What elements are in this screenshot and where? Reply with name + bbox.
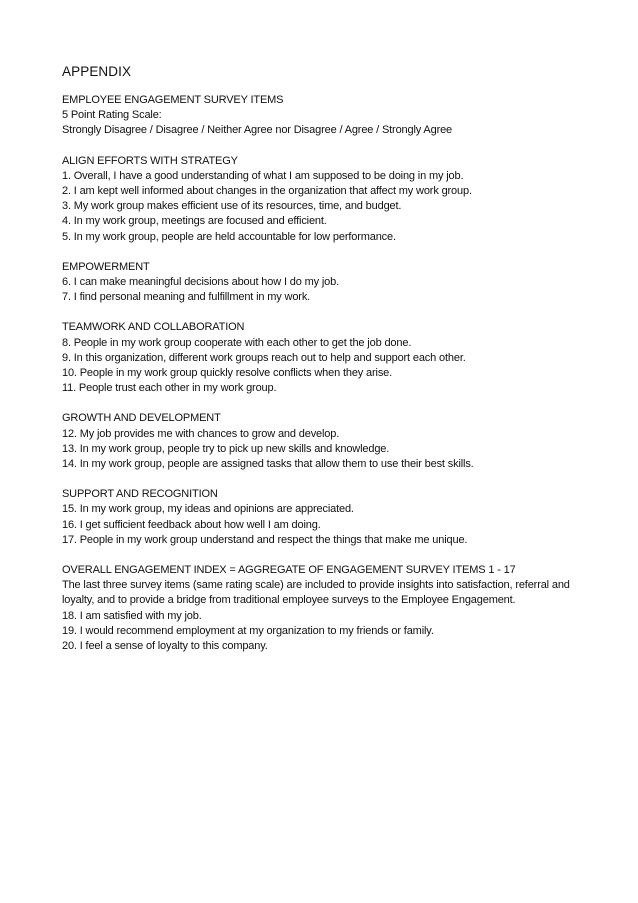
survey-item: 12. My job provides me with chances to grow and develop.: [62, 427, 340, 440]
survey-item: 19. I would recommend employment at my organization to my friends or family.: [62, 624, 434, 637]
section-heading: OVERALL ENGAGEMENT INDEX = AGGREGATE OF ENGAGEMENT SURVEY ITEMS 1 - 17: [62, 564, 516, 577]
survey-item: 4. In my work group, meetings are focused and efficient.: [62, 215, 327, 228]
survey-item: 2. I am kept well informed about changes in the organization that affect my work group.: [62, 185, 472, 198]
survey-item: 16. I get sufficient feedback about how well I am doing.: [62, 518, 321, 531]
survey-item: 1. Overall, I have a good understanding of what I am supposed to be doing in my job.: [62, 169, 464, 182]
survey-item: 13. In my work group, people try to pick up new skills and knowledge.: [62, 442, 390, 455]
section-heading: TEAMWORK AND COLLABORATION: [62, 321, 245, 334]
section-support: [62, 487, 582, 548]
survey-item: 18. I am satisfied with my job.: [62, 609, 202, 622]
section-align-efforts: [62, 154, 582, 245]
survey-item: 9. In this organization, different work groups reach out to help and support each other.: [62, 351, 466, 364]
survey-item: 7. I find personal meaning and fulfillment in my work.: [62, 291, 311, 304]
survey-item: 15. In my work group, my ideas and opinions are appreciated.: [62, 503, 354, 516]
survey-item: 14. In my work group, people are assigned tasks that allow them to use their best skills.: [62, 458, 474, 471]
survey-item: 11. People trust each other in my work group.: [62, 382, 277, 395]
document-page: [62, 63, 582, 669]
survey-item: 8. People in my work group cooperate with each other to get the job done.: [62, 336, 412, 349]
survey-item: 20. I feel a sense of loyalty to this company.: [62, 640, 268, 653]
section-heading: ALIGN EFFORTS WITH STRATEGY: [62, 154, 238, 167]
survey-item: 10. People in my work group quickly resolve conflicts when they arise.: [62, 367, 393, 380]
survey-items-heading: EMPLOYEE ENGAGEMENT SURVEY ITEMS: [62, 94, 284, 106]
section-heading: EMPOWERMENT: [62, 260, 150, 273]
rating-scale-values: Strongly Disagree / Disagree / Neither Agree nor Disagree / Agree / Strongly Agree: [62, 124, 453, 137]
section-teamwork: [62, 320, 582, 396]
survey-item: 3. My work group makes efficient use of its resources, time, and budget.: [62, 200, 402, 213]
survey-item: 6. I can make meaningful decisions about how I do my job.: [62, 276, 339, 289]
section-heading: SUPPORT AND RECOGNITION: [62, 488, 218, 501]
overall-description: The last three survey items (same rating scale) are included to provide insights into satisfaction, referral and loyalty, and to provide a bridge from traditional employee surveys to the Employee Engagement.: [62, 579, 570, 607]
survey-item: 5. In my work group, people are held accountable for low performance.: [62, 230, 396, 243]
page-title: APPENDIX: [62, 64, 132, 79]
section-empowerment: [62, 260, 582, 306]
section-heading: GROWTH AND DEVELOPMENT: [62, 412, 221, 425]
section-growth: [62, 411, 582, 472]
section-overall-index: [62, 563, 582, 654]
rating-scale-title: 5 Point Rating Scale:: [62, 109, 162, 122]
intro-section: [62, 93, 582, 139]
survey-item: 17. People in my work group understand and respect the things that make me unique.: [62, 533, 468, 546]
